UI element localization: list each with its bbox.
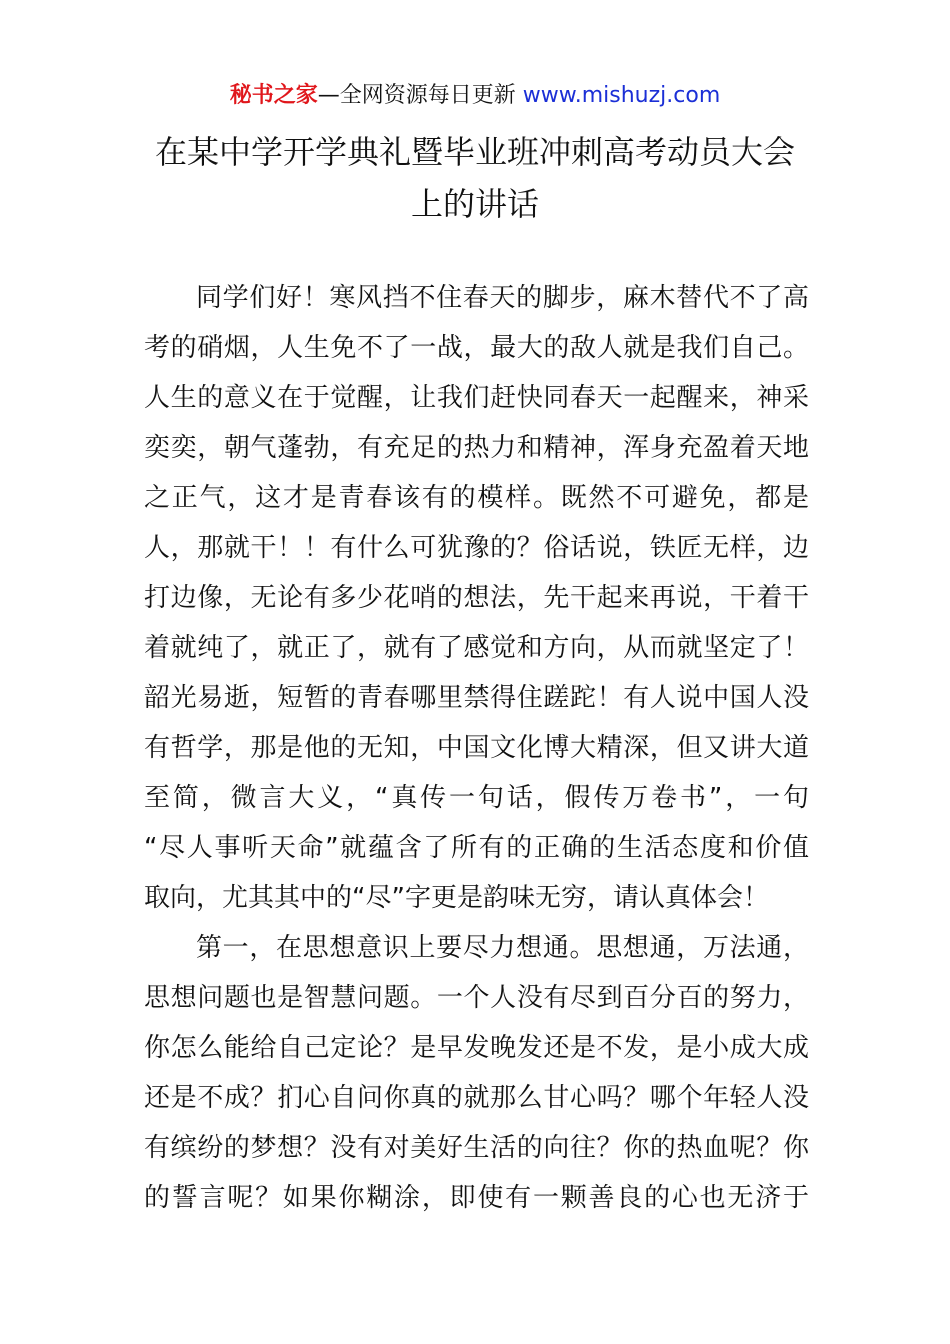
site-brand: 秘书之家	[229, 83, 318, 108]
text-line: 取向，尤其其中的“尽”字更是韵味无穷，请认真体会！	[144, 883, 769, 913]
paragraph-1	[144, 273, 809, 923]
text-line: 人，那就干！！有什么可犹豫的？俗话说，铁匠无样，边	[144, 533, 809, 563]
text-line: 的誓言呢？如果你糊涂，即使有一颗善良的心也无济于	[144, 1183, 809, 1213]
paragraph-2	[144, 923, 809, 1223]
document-body	[144, 273, 809, 1223]
text-line: 有哲学，那是他的无知，中国文化博大精深，但又讲大道	[144, 733, 809, 763]
document-title	[0, 126, 950, 230]
document-title-line-1: 在某中学开学典礼暨毕业班冲刺高考动员大会	[154, 133, 795, 171]
site-tagline: —全网资源每日更新	[317, 83, 523, 108]
site-url-link[interactable]: www.mishuzj.com	[522, 83, 721, 108]
text-line: 着就纯了，就正了，就有了感觉和方向，从而就坚定了！	[144, 633, 809, 663]
text-line: 之正气，这才是青春该有的模样。既然不可避免，都是	[144, 483, 809, 513]
text-line: 奕奕，朝气蓬勃，有充足的热力和精神，浑身充盈着天地	[144, 433, 809, 463]
text-line: “尽人事听天命”就蕴含了所有的正确的生活态度和价值	[144, 833, 809, 863]
text-line: 你怎么能给自己定论？是早发晚发还是不发，是小成大成	[144, 1033, 809, 1063]
text-line: 韶光易逝，短暂的青春哪里禁得住蹉跎！有人说中国人没	[144, 683, 809, 713]
text-line: 同学们好！寒风挡不住春天的脚步，麻木替代不了高	[196, 283, 809, 313]
document-title-line-2: 上的讲话	[410, 185, 539, 223]
site-header	[0, 80, 950, 112]
text-line: 人生的意义在于觉醒，让我们赶快同春天一起醒来，神采	[144, 383, 809, 413]
text-line: 思想问题也是智慧问题。一个人没有尽到百分百的努力，	[144, 983, 809, 1013]
text-line: 至简，微言大义，“真传一句话，假传万卷书”，一句	[144, 783, 809, 813]
text-line: 有缤纷的梦想？没有对美好生活的向往？你的热血呢？你	[144, 1133, 809, 1163]
text-line: 考的硝烟，人生免不了一战，最大的敌人就是我们自己。	[144, 333, 809, 363]
text-line: 第一，在思想意识上要尽力想通。思想通，万法通，	[196, 933, 809, 963]
text-line: 打边像，无论有多少花哨的想法，先干起来再说，干着干	[144, 583, 809, 613]
text-line: 还是不成？扪心自问你真的就那么甘心吗？哪个年轻人没	[144, 1083, 809, 1113]
